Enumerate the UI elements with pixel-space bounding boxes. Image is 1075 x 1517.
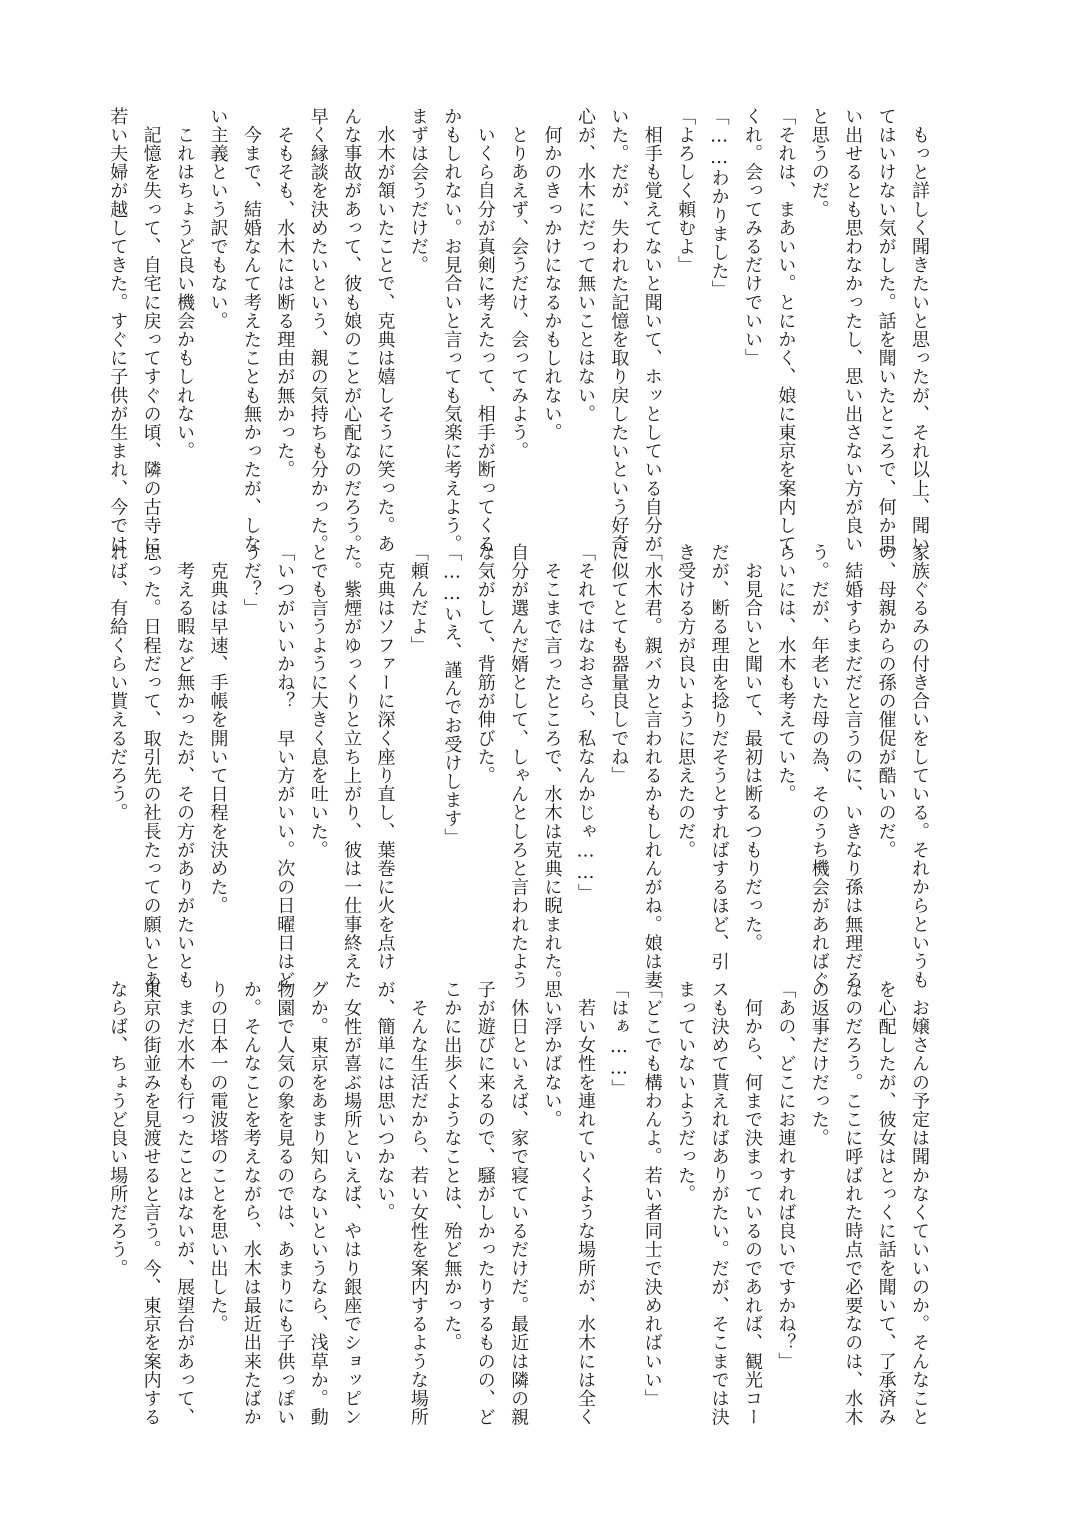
text-line: 「それは、まあいい。とにかく、娘に東京を案内して bbox=[775, 107, 797, 554]
text-line: れば、有給くらい貰えるだろう。 bbox=[107, 543, 129, 822]
text-line: 「あの、どこにお連れすれば良いですかね？」 bbox=[775, 980, 797, 1371]
text-line: の、母親からの孫の催促が酷いのだ。 bbox=[875, 543, 897, 860]
text-line: 早く縁談を決めたいという、親の気持ちも分かった。 bbox=[307, 107, 329, 554]
text-line: そこまで言ったところで、水木は克典に睨まれた。 bbox=[541, 543, 563, 990]
text-line: まずは会うだけだ。 bbox=[407, 107, 429, 275]
text-line: 今まで、結婚なんて考えたことも無かったが、しな bbox=[240, 107, 262, 554]
text-line: くれ。会ってみるだけでいい」 bbox=[741, 107, 763, 368]
text-line: 女性が喜ぶ場所といえば、やはり銀座でショッピン bbox=[341, 980, 363, 1427]
text-line: 「どこでも構わんよ。若い者同士で決めればいい」 bbox=[641, 980, 663, 1408]
text-line: 思い浮かばない。 bbox=[541, 980, 563, 1129]
text-line: に似てとても器量良しでね」 bbox=[608, 543, 630, 785]
text-line: もっと詳しく聞きたいと思ったが、それ以上、聞い bbox=[909, 107, 930, 554]
text-line: き受ける方が良いように思えたのだ。 bbox=[675, 543, 697, 860]
text-line: う。だが、年老いた母の為、そのうち機会があればぐ bbox=[808, 543, 830, 990]
text-line: らいには、水木も考えていた。 bbox=[775, 543, 797, 804]
text-line: い出せるとも思わなかったし、思い出さない方が良い bbox=[842, 107, 864, 554]
text-line: か。そんなことを考えながら、水木は最近出来たばか bbox=[240, 980, 262, 1427]
text-line: そんな生活だから、若い女性を案内するような場所 bbox=[407, 980, 429, 1427]
text-line: こかに出歩くようなことは、殆ど無かった。 bbox=[441, 980, 463, 1352]
text-line: 「はぁ……」 bbox=[608, 980, 630, 1098]
text-line: 相手も覚えてないと聞いて、ホッとしている自分が bbox=[641, 107, 663, 554]
text-line: りの日本一の電波塔のことを思い出した。 bbox=[207, 980, 229, 1334]
text-line: グか。東京をあまり知らないというなら、浅草か。動 bbox=[307, 980, 329, 1427]
text-line: 東京の街並みを見渡せると言う。今、東京を案内する bbox=[140, 980, 162, 1427]
text-line: なのだろう。ここに呼ばれた時点で必要なのは、水木 bbox=[842, 980, 864, 1427]
text-line: うだ？」 bbox=[240, 543, 262, 618]
text-line: 休日といえば、家で寝ているだけだ。最近は隣の親 bbox=[508, 980, 530, 1427]
text-line: 思った。日程だって、取引先の社長たっての願いとあ bbox=[140, 543, 162, 990]
text-line: 何から、何まで決まっているのであれば、観光コー bbox=[741, 980, 763, 1427]
text-line: 「よろしく頼むよ」 bbox=[675, 107, 697, 275]
text-line: な気がして、背筋が伸びた。 bbox=[474, 543, 496, 785]
text-line: 「水木君。親バカと言われるかもしれんがね。娘は妻 bbox=[641, 543, 663, 990]
text-line: 克典は早速、手帳を開いて日程を決めた。 bbox=[207, 543, 229, 915]
text-line: 心が、水木にだって無いことはない。 bbox=[574, 107, 596, 424]
text-line: い主義という訳でもない。 bbox=[207, 107, 229, 331]
text-line: 記憶を失って、自宅に戻ってすぐの頃、隣の古寺に bbox=[140, 107, 162, 554]
text-line: 克典はソファーに深く座り直し、葉巻に火を点け bbox=[374, 543, 396, 971]
text-line: 家族ぐるみの付き合いをしている。それからというも bbox=[909, 543, 930, 990]
text-line: 若い夫婦が越してきた。すぐに子供が生まれ、今では bbox=[107, 107, 129, 554]
text-line: 「いつがいいかね？ 早い方がいい。次の日曜日はど bbox=[274, 543, 296, 990]
text-line: お見合いと聞いて、最初は断るつもりだった。 bbox=[741, 543, 763, 953]
text-line: いくら自分が真剣に考えたって、相手が断ってくる bbox=[474, 107, 496, 554]
text-line: いた。だが、失われた記憶を取り戻したいという好奇 bbox=[608, 107, 630, 554]
text-line: てはいけない気がした。話を聞いたところで、何か思 bbox=[875, 107, 897, 554]
text-block-bottom bbox=[107, 980, 936, 1427]
text-block-top bbox=[107, 107, 936, 554]
text-line: だが、断る理由を捻りだそうとすればするほど、引 bbox=[708, 543, 730, 971]
text-line: まだ水木も行ったことはないが、展望台があって、 bbox=[174, 980, 196, 1427]
text-line: かもしれない。お見合いと言っても気楽に考えよう。 bbox=[441, 107, 463, 554]
text-line: 物園で人気の象を見るのでは、あまりにも子供っぽい bbox=[274, 980, 296, 1427]
text-line: 考える暇など無かったが、その方がありがたいとも bbox=[174, 543, 196, 990]
text-block-middle bbox=[107, 543, 936, 990]
text-line: 「……いえ、謹んでお受けします」 bbox=[441, 543, 463, 847]
text-line: んな事故があって、彼も娘のことが心配なのだろう。 bbox=[341, 107, 363, 554]
text-line: まっていないようだった。 bbox=[675, 980, 697, 1204]
text-line: た。紫煙がゆっくりと立ち上がり、彼は一仕事終えた bbox=[341, 543, 363, 990]
text-line: とでも言うように大きく息を吐いた。 bbox=[307, 543, 329, 860]
text-line: 若い女性を連れていくような場所が、水木には全く bbox=[574, 980, 596, 1427]
text-line: 結婚すらまだだと言うのに、いきなり孫は無理だろ bbox=[842, 543, 864, 990]
text-line: 「それではなおさら、私なんかじゃ……」 bbox=[574, 543, 596, 903]
text-line: 自分が選んだ婿として、しゃんとしろと言われたよう bbox=[508, 543, 530, 990]
text-line: とりあえず、会うだけ、会ってみよう。 bbox=[508, 107, 530, 461]
text-line: 何かのきっかけになるかもしれない。 bbox=[541, 107, 563, 442]
text-line: の返事だけだった。 bbox=[808, 980, 830, 1148]
text-line: これはちょうど良い機会かもしれない。 bbox=[174, 107, 196, 461]
text-line: を心配したが、彼女はとっくに話を聞いて、了承済み bbox=[875, 980, 897, 1427]
text-line: 「……わかりました」 bbox=[708, 107, 730, 299]
text-line: ならば、ちょうど良い場所だろう。 bbox=[107, 980, 129, 1278]
text-line: 「頼んだよ」 bbox=[407, 543, 429, 655]
text-line: そもそも、水木には断る理由が無かった。 bbox=[274, 107, 296, 479]
text-line: 子が遊びに来るので、騒がしかったりするものの、ど bbox=[474, 980, 496, 1427]
text-line: お嬢さんの予定は聞かなくていいのか。そんなこと bbox=[909, 980, 930, 1427]
text-line: と思うのだ。 bbox=[808, 107, 830, 219]
text-line: スも決めて貰えればありがたい。だが、そこまでは決 bbox=[708, 980, 730, 1427]
text-line: 水木が頷いたことで、克典は嬉しそうに笑った。あ bbox=[374, 107, 396, 554]
text-line: が、簡単には思いつかない。 bbox=[374, 980, 396, 1222]
